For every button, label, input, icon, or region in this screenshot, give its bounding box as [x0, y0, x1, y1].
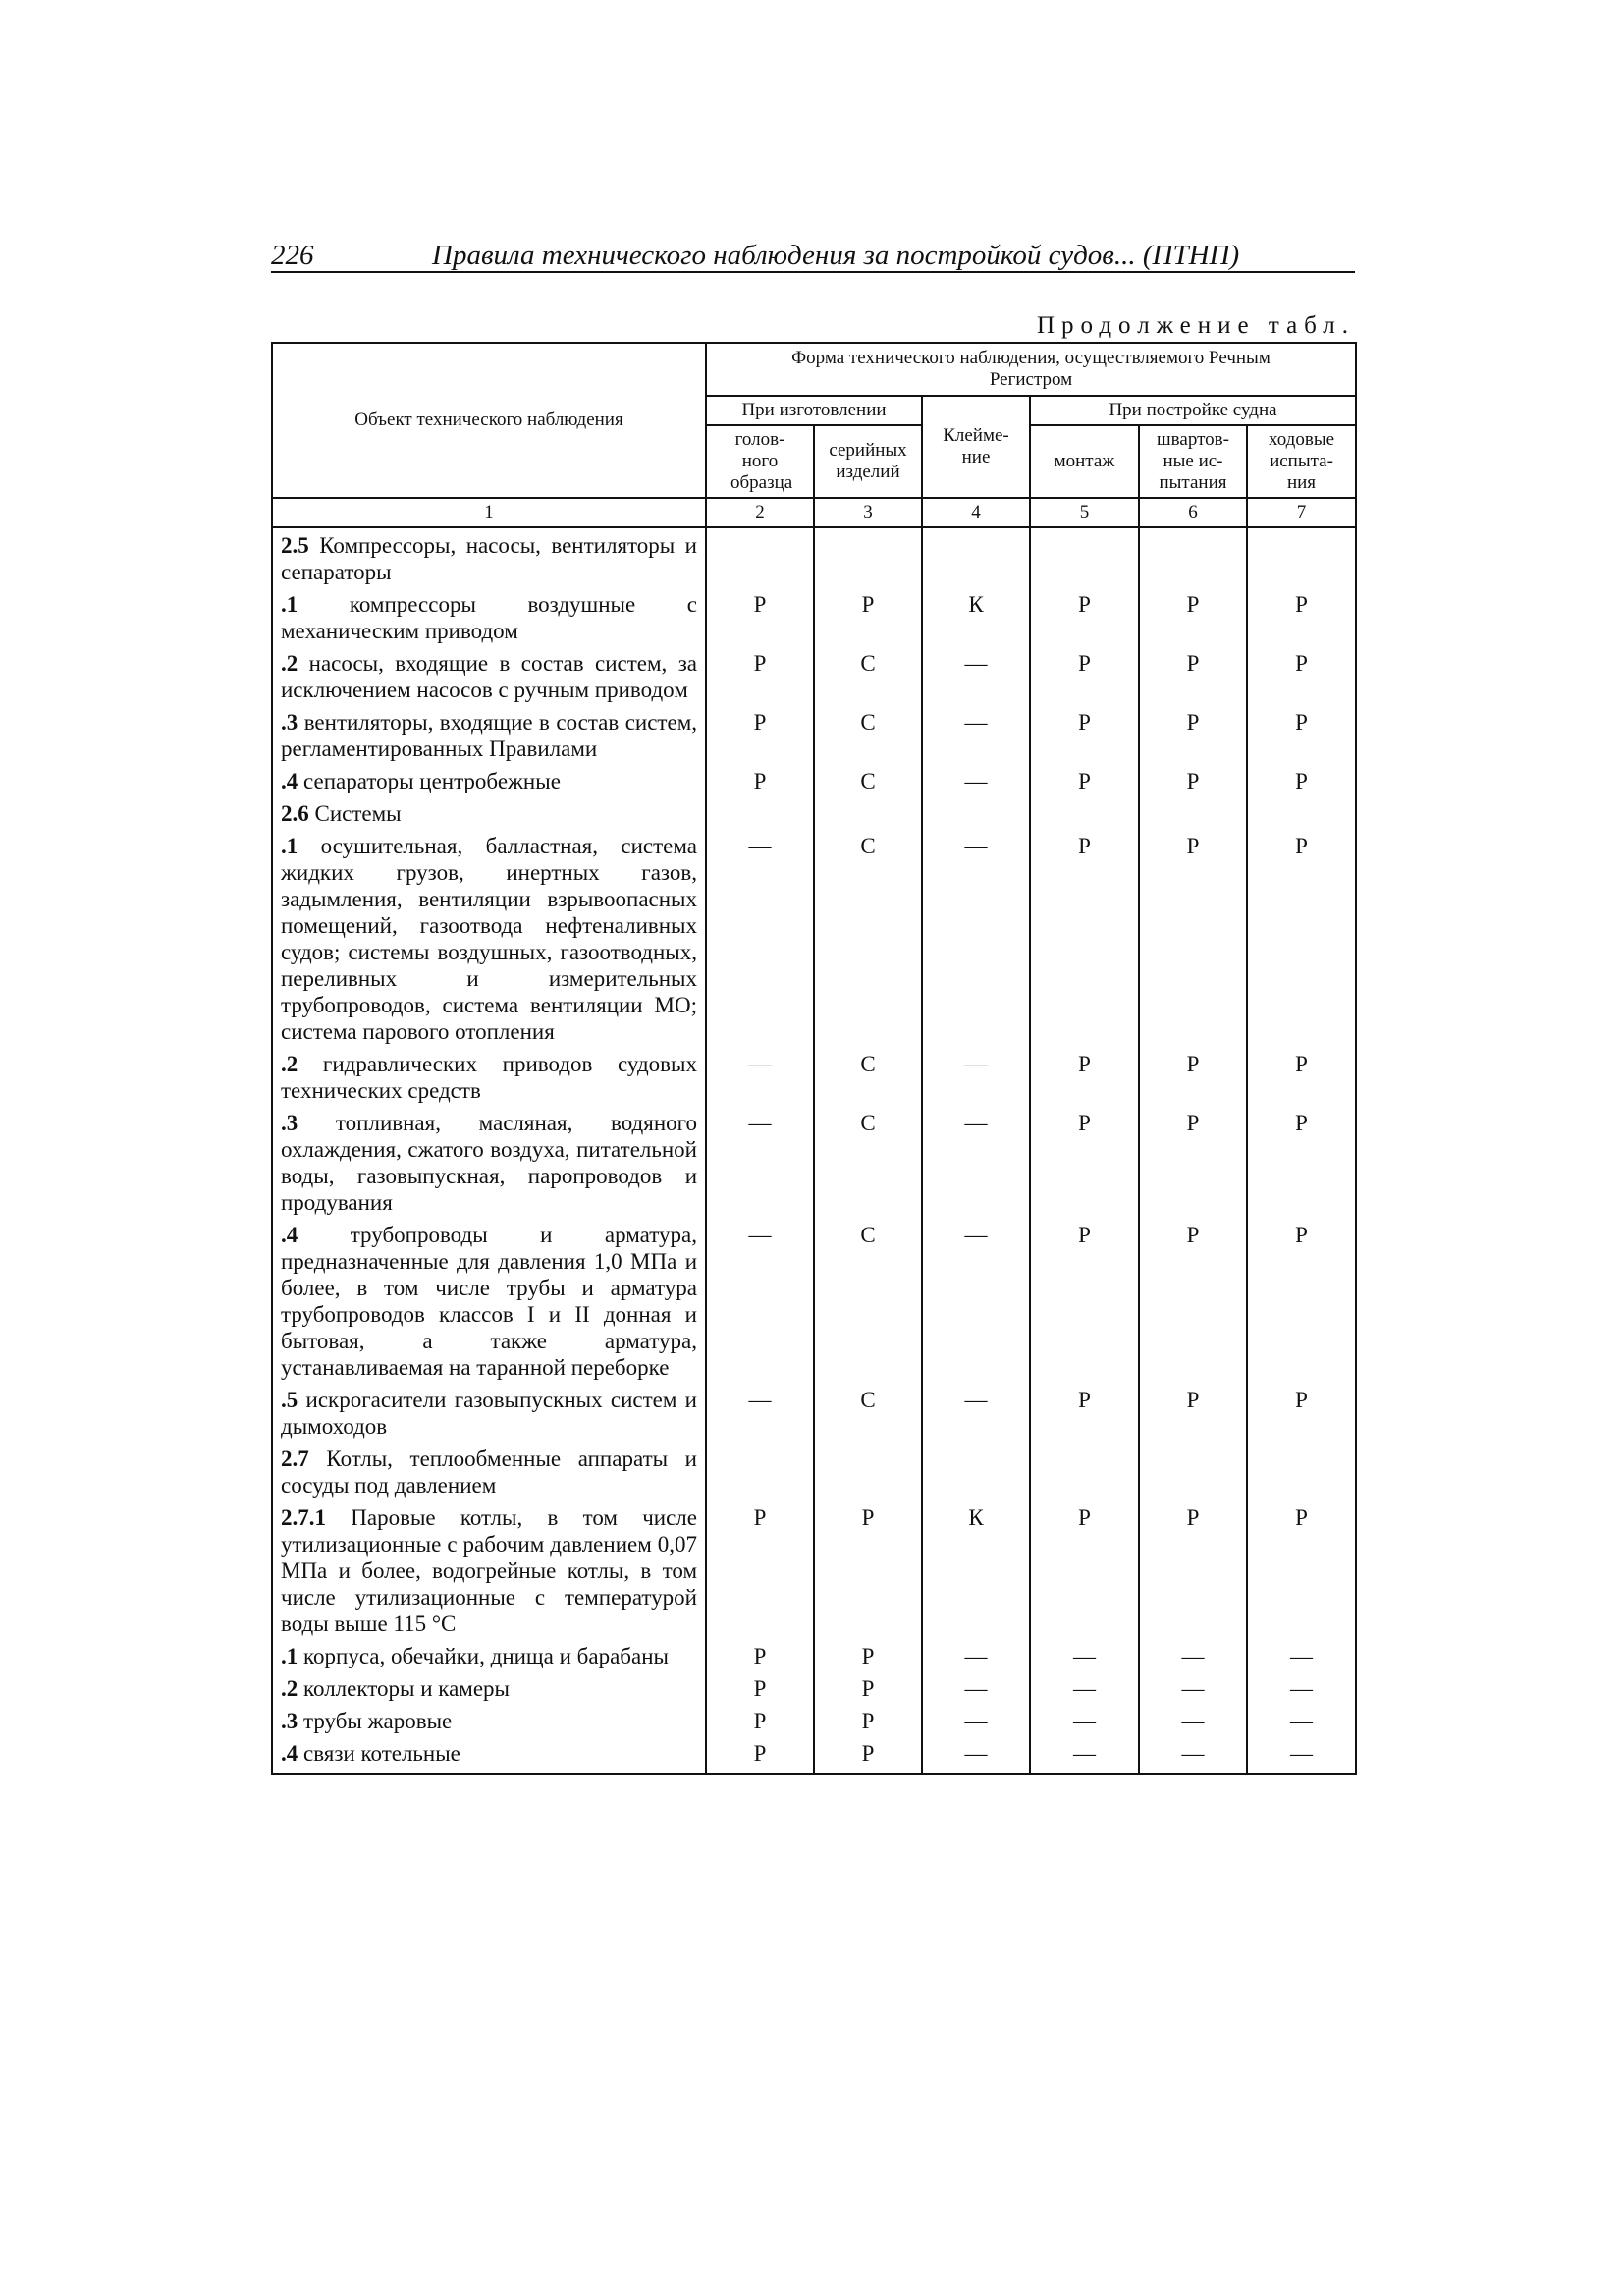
row-cell: Р	[814, 1671, 922, 1704]
table-row	[272, 1442, 1356, 1501]
row-cell: —	[706, 1047, 814, 1106]
row-cell: Р	[706, 1704, 814, 1736]
row-cell: Р	[1139, 705, 1247, 764]
row-cell: —	[922, 1383, 1030, 1442]
row-object	[272, 1501, 706, 1639]
row-cell	[814, 1442, 922, 1501]
row-cell: —	[922, 1106, 1030, 1218]
header-form: Форма технического наблюдения, осуществляемого Речным Регистром	[706, 343, 1356, 396]
row-cell: Р	[706, 1501, 814, 1639]
row-cell	[706, 1442, 814, 1501]
row-cell: Р	[1247, 829, 1356, 1047]
row-cell: Р	[1139, 1383, 1247, 1442]
row-cell: Р	[1247, 1047, 1356, 1106]
row-cell: Р	[706, 1639, 814, 1671]
header-construction: При постройке судна	[1030, 396, 1356, 425]
row-cell	[814, 527, 922, 587]
row-object	[272, 1736, 706, 1774]
row-text: корпуса, обечайки, днища и барабаны	[298, 1644, 669, 1668]
row-cell: К	[922, 1501, 1030, 1639]
row-cell	[922, 1442, 1030, 1501]
row-text: осушительная, балластная, система жидких грузов, инертных газов, задымления, вентиляции взрывоопасных помещений, газоотвода нефтеналивных судов; системы воздушных, газоотводных, переливных и измерительных трубопроводов, система вентиляции МО; система парового отопления	[281, 834, 697, 1044]
header-marking: Клейме-ние	[922, 396, 1030, 498]
running-title: Правила технического наблюдения за постройкой судов... (ПТНП)	[432, 240, 1240, 271]
row-text: компрессоры воздушные с механическим приводом	[281, 592, 697, 643]
row-number: .4	[281, 1223, 298, 1247]
row-text: Компрессоры, насосы, вентиляторы и сепараторы	[281, 533, 697, 584]
row-cell: Р	[706, 705, 814, 764]
row-cell: —	[1030, 1671, 1139, 1704]
row-cell: —	[1139, 1671, 1247, 1704]
table-row	[272, 587, 1356, 646]
row-cell: Р	[1030, 705, 1139, 764]
row-object	[272, 1671, 706, 1704]
page-header	[271, 240, 1355, 273]
row-cell: Р	[814, 587, 922, 646]
table-row	[272, 646, 1356, 705]
row-cell: —	[1247, 1671, 1356, 1704]
row-cell	[706, 527, 814, 587]
row-cell	[1247, 796, 1356, 829]
row-cell: Р	[1030, 764, 1139, 796]
row-object	[272, 829, 706, 1047]
row-cell: Р	[1247, 764, 1356, 796]
row-cell: Р	[1139, 587, 1247, 646]
row-cell: С	[814, 1047, 922, 1106]
row-object	[272, 764, 706, 796]
row-cell: Р	[1139, 1047, 1247, 1106]
row-number: .3	[281, 1111, 298, 1135]
row-cell	[1139, 1442, 1247, 1501]
row-cell: —	[922, 646, 1030, 705]
header-serial: серийных изделий	[814, 425, 922, 498]
row-cell: —	[922, 1671, 1030, 1704]
page-number: 226	[271, 240, 314, 271]
row-object	[272, 1442, 706, 1501]
row-object	[272, 587, 706, 646]
table-row	[272, 1736, 1356, 1774]
row-number: .2	[281, 1052, 298, 1076]
row-cell: Р	[706, 1671, 814, 1704]
row-number: .1	[281, 1644, 298, 1668]
row-number: .1	[281, 592, 298, 617]
row-cell: С	[814, 1383, 922, 1442]
row-cell: Р	[706, 764, 814, 796]
row-cell: Р	[1139, 1106, 1247, 1218]
row-object	[272, 646, 706, 705]
row-cell: —	[1030, 1639, 1139, 1671]
row-cell: Р	[1030, 829, 1139, 1047]
row-cell: Р	[1030, 646, 1139, 705]
row-cell: —	[922, 1704, 1030, 1736]
row-cell: —	[706, 829, 814, 1047]
table-row	[272, 1501, 1356, 1639]
table-row	[272, 527, 1356, 587]
row-cell	[922, 796, 1030, 829]
column-number: 1	[272, 498, 706, 527]
row-cell: С	[814, 1218, 922, 1383]
row-text: связи котельные	[298, 1741, 460, 1766]
row-cell: Р	[1030, 1218, 1139, 1383]
row-cell	[1247, 1442, 1356, 1501]
row-text: насосы, входящие в состав систем, за исключением насосов с ручным приводом	[281, 651, 697, 702]
row-number: 2.7	[281, 1447, 309, 1471]
row-number: .3	[281, 1709, 298, 1733]
row-cell: —	[1139, 1639, 1247, 1671]
row-cell: Р	[1247, 1106, 1356, 1218]
row-cell: Р	[1030, 1106, 1139, 1218]
row-cell: —	[706, 1218, 814, 1383]
table-row	[272, 1106, 1356, 1218]
row-cell: —	[706, 1383, 814, 1442]
row-cell: К	[922, 587, 1030, 646]
row-cell: С	[814, 646, 922, 705]
header-manufacturing: При изготовлении	[706, 396, 922, 425]
row-text: трубы жаровые	[298, 1709, 453, 1733]
row-cell	[1247, 527, 1356, 587]
row-number: .2	[281, 1676, 298, 1701]
row-text: Системы	[308, 801, 402, 826]
row-object	[272, 1639, 706, 1671]
row-number: 2.5	[281, 533, 309, 558]
row-text: искрогасители газовыпускных систем и дымоходов	[281, 1388, 697, 1439]
row-cell: —	[922, 1218, 1030, 1383]
column-number: 6	[1139, 498, 1247, 527]
row-cell: Р	[1247, 587, 1356, 646]
row-cell: С	[814, 829, 922, 1047]
row-cell: Р	[1139, 829, 1247, 1047]
row-cell: Р	[1030, 1047, 1139, 1106]
supervision-table	[271, 342, 1357, 1775]
row-cell: —	[1030, 1704, 1139, 1736]
row-cell: —	[706, 1106, 814, 1218]
row-cell: Р	[1139, 1501, 1247, 1639]
row-cell: Р	[814, 1639, 922, 1671]
table-row	[272, 1671, 1356, 1704]
column-number: 2	[706, 498, 814, 527]
row-cell: —	[922, 1736, 1030, 1774]
row-text: Паровые котлы, в том числе утилизационные с рабочим давлением 0,07 МПа и более, водогрейные котлы, в том числе утилизационные с температурой воды выше 115 °С	[281, 1505, 697, 1636]
row-object	[272, 527, 706, 587]
row-cell: Р	[706, 587, 814, 646]
row-cell: Р	[1139, 1218, 1247, 1383]
table-row	[272, 705, 1356, 764]
row-text: коллекторы и камеры	[298, 1676, 510, 1701]
row-cell: —	[1139, 1704, 1247, 1736]
header-sea-trials: ходовые испыта-ния	[1247, 425, 1356, 498]
row-number: .3	[281, 710, 298, 735]
table-row	[272, 796, 1356, 829]
header-object: Объект технического наблюдения	[272, 343, 706, 498]
table-row	[272, 829, 1356, 1047]
row-object	[272, 1383, 706, 1442]
row-object	[272, 1704, 706, 1736]
row-text: трубопроводы и арматура, предназначенные для давления 1,0 МПа и более, в том числе трубы и арматура трубопроводов классов I и II донная и бытовая, а также арматура, устанавливаемая на таранной переборке	[281, 1223, 697, 1380]
row-cell: Р	[706, 1736, 814, 1774]
row-object	[272, 1047, 706, 1106]
row-cell	[1139, 527, 1247, 587]
row-cell: Р	[1247, 705, 1356, 764]
row-text: Котлы, теплообменные аппараты и сосуды под давлением	[281, 1447, 697, 1498]
table-row	[272, 764, 1356, 796]
row-cell: С	[814, 764, 922, 796]
row-text: вентиляторы, входящие в состав систем, регламентированных Правилами	[281, 710, 697, 761]
table-row	[272, 1639, 1356, 1671]
row-cell	[814, 796, 922, 829]
row-cell	[922, 527, 1030, 587]
header-mooring: швартов-ные ис-пытания	[1139, 425, 1247, 498]
row-cell: —	[922, 1047, 1030, 1106]
table-row	[272, 1218, 1356, 1383]
row-number: 2.6	[281, 801, 309, 826]
row-number: .2	[281, 651, 298, 676]
row-cell: —	[1247, 1639, 1356, 1671]
column-number: 7	[1247, 498, 1356, 527]
row-cell: —	[922, 705, 1030, 764]
row-cell: Р	[1247, 1383, 1356, 1442]
row-text: гидравлических приводов судовых технических средств	[281, 1052, 697, 1103]
column-number: 4	[922, 498, 1030, 527]
row-cell: —	[1139, 1736, 1247, 1774]
row-cell: Р	[1030, 1383, 1139, 1442]
header-mounting: монтаж	[1030, 425, 1139, 498]
row-number: .4	[281, 769, 298, 793]
row-number: 2.7.1	[281, 1505, 326, 1530]
row-cell: Р	[1139, 764, 1247, 796]
row-cell: С	[814, 1106, 922, 1218]
table-row	[272, 1704, 1356, 1736]
row-cell: Р	[1030, 587, 1139, 646]
row-cell: Р	[1247, 646, 1356, 705]
row-object	[272, 796, 706, 829]
row-cell: —	[922, 829, 1030, 1047]
row-number: .4	[281, 1741, 298, 1766]
row-object	[272, 1218, 706, 1383]
row-text: топливная, масляная, водяного охлаждения, сжатого воздуха, питательной воды, газовыпускная, паропроводов и продувания	[281, 1111, 697, 1215]
row-cell: Р	[814, 1736, 922, 1774]
row-cell	[706, 796, 814, 829]
row-cell: Р	[1139, 646, 1247, 705]
row-cell: Р	[814, 1501, 922, 1639]
row-object	[272, 1106, 706, 1218]
row-cell: —	[1030, 1736, 1139, 1774]
row-cell	[1030, 527, 1139, 587]
row-cell: Р	[1030, 1501, 1139, 1639]
row-cell: Р	[706, 646, 814, 705]
header-head-sample: голов-ного образца	[706, 425, 814, 498]
table-continuation-label: Продолжение табл.	[1037, 312, 1355, 339]
row-cell: С	[814, 705, 922, 764]
column-number: 5	[1030, 498, 1139, 527]
row-object	[272, 705, 706, 764]
row-number: .5	[281, 1388, 298, 1412]
row-cell	[1030, 1442, 1139, 1501]
table-row	[272, 1383, 1356, 1442]
row-cell: —	[1247, 1736, 1356, 1774]
row-text: сепараторы центробежные	[298, 769, 561, 793]
row-cell: Р	[1247, 1218, 1356, 1383]
row-cell: —	[1247, 1704, 1356, 1736]
row-cell: Р	[1247, 1501, 1356, 1639]
row-cell: —	[922, 764, 1030, 796]
row-cell: Р	[814, 1704, 922, 1736]
column-number: 3	[814, 498, 922, 527]
row-cell	[1030, 796, 1139, 829]
row-cell: —	[922, 1639, 1030, 1671]
row-cell	[1139, 796, 1247, 829]
row-number: .1	[281, 834, 298, 858]
table-row	[272, 1047, 1356, 1106]
